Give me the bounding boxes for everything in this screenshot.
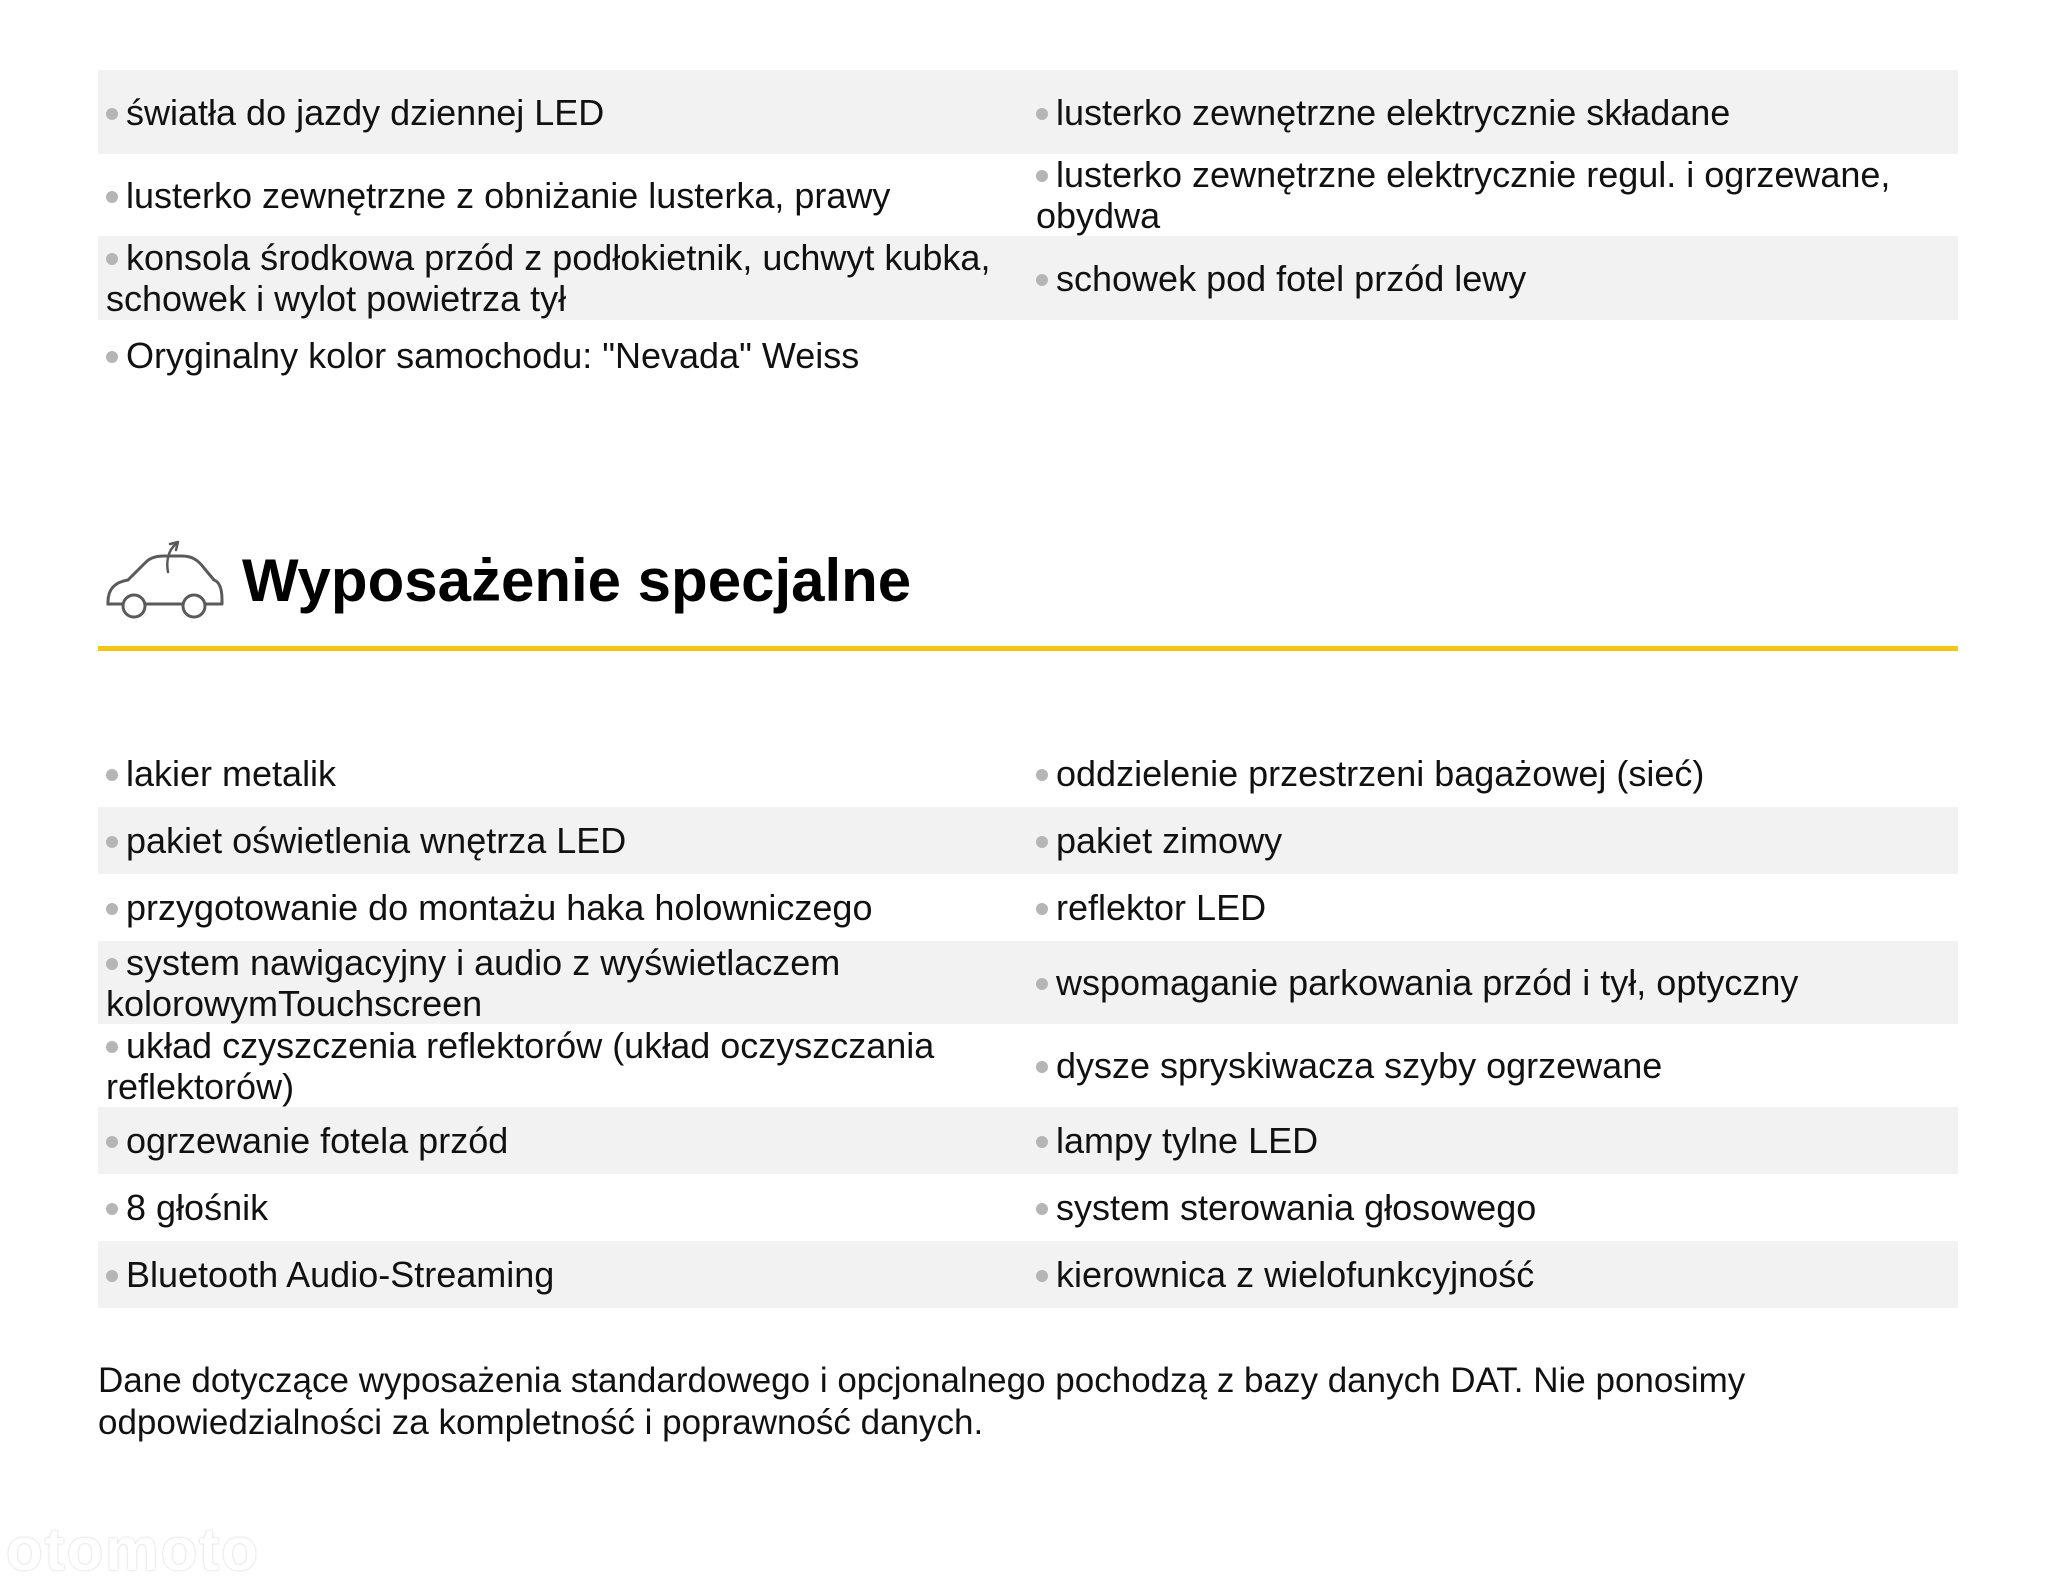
bullet-icon [106,253,118,265]
section-header [98,530,1958,651]
table-row [98,154,1958,236]
bullet-icon [1036,978,1048,990]
table-row [98,740,1958,807]
bullet-icon [106,903,118,915]
table-row [98,70,1958,154]
table-row [98,1241,1958,1308]
table-row [98,1107,1958,1174]
list-item: pakiet oświetlenia wnętrza LED [98,807,1028,874]
list-item: kierownica z wielofunkcyjność [1028,1241,1958,1308]
bullet-icon [106,769,118,781]
table-row [98,236,1958,320]
bullet-icon [1036,1061,1048,1073]
list-item: przygotowanie do montażu haka holowniczego [98,874,1028,941]
list-item: system nawigacyjny i audio z wyświetlaczem kolorowymTouchscreen [106,941,841,1024]
bullet-icon [1036,170,1048,182]
list-item: dysze spryskiwacza szyby ogrzewane [1028,1024,1958,1107]
bullet-icon [106,1136,118,1148]
bullet-icon [106,836,118,848]
bullet-icon [1036,108,1048,120]
bullet-icon [106,191,118,203]
list-item: konsola środkowa przód z podłokietnik, uchwyt kubka, schowek i wylot powietrza tył [106,237,991,319]
list-item: schowek pod fotel przód lewy [1028,236,1958,320]
bullet-icon [106,1203,118,1215]
list-item: wspomaganie parkowania przód i tył, optyczny [1028,941,1958,1024]
bullet-icon [1036,274,1048,286]
table-row [98,1024,1958,1107]
bullet-icon [1036,1203,1048,1215]
bullet-icon [106,351,118,363]
disclaimer-text: Dane dotyczące wyposażenia standardowego i opcjonalnego pochodzą z bazy danych DAT. Nie ponosimy odpowiedzialności za kompletność i poprawność danych. [98,1361,1746,1442]
list-item-empty [1028,320,1958,390]
bullet-icon [1036,769,1048,781]
bullet-icon [1036,836,1048,848]
bullet-icon [1036,1136,1048,1148]
table-row [98,807,1958,874]
list-item: lusterko zewnętrzne elektrycznie składane [1028,70,1958,154]
list-item: lampy tylne LED [1028,1107,1958,1174]
table-row [98,941,1958,1024]
bullet-icon [1036,1270,1048,1282]
bullet-icon [1036,903,1048,915]
bullet-icon [106,958,118,970]
list-item: reflektor LED [1028,874,1958,941]
list-item: ogrzewanie fotela przód [98,1107,1028,1174]
list-item: światła do jazdy dziennej LED [98,70,1028,154]
list-item: oddzielenie przestrzeni bagażowej (sieć) [1028,740,1958,807]
bullet-icon [106,1270,118,1282]
table-row [98,874,1958,941]
bullet-icon [106,108,118,120]
list-item: lakier metalik [98,740,1028,807]
list-item: Oryginalny kolor samochodu: "Nevada" Weiss [98,320,1028,390]
list-item: 8 głośnik [98,1174,1028,1241]
car-icon [102,540,226,624]
watermark-logo: otomoto [6,1516,260,1583]
list-item: układ czyszczenia reflektorów (układ oczyszczania reflektorów) [106,1024,935,1107]
list-item: system sterowania głosowego [1028,1174,1958,1241]
list-item: lusterko zewnętrzne elektrycznie regul. i ogrzewane, obydwa [1036,154,1891,236]
standard-equipment-table [98,70,1958,390]
list-item: pakiet zimowy [1028,807,1958,874]
list-item: Bluetooth Audio-Streaming [98,1241,1028,1308]
list-item: lusterko zewnętrzne z obniżanie lusterka, prawy [98,154,1028,236]
section-title: Wyposażenie specjalne [242,547,912,614]
table-row [98,1174,1958,1241]
special-equipment-table [98,740,1958,1308]
table-row [98,320,1958,390]
bullet-icon [106,1041,118,1053]
